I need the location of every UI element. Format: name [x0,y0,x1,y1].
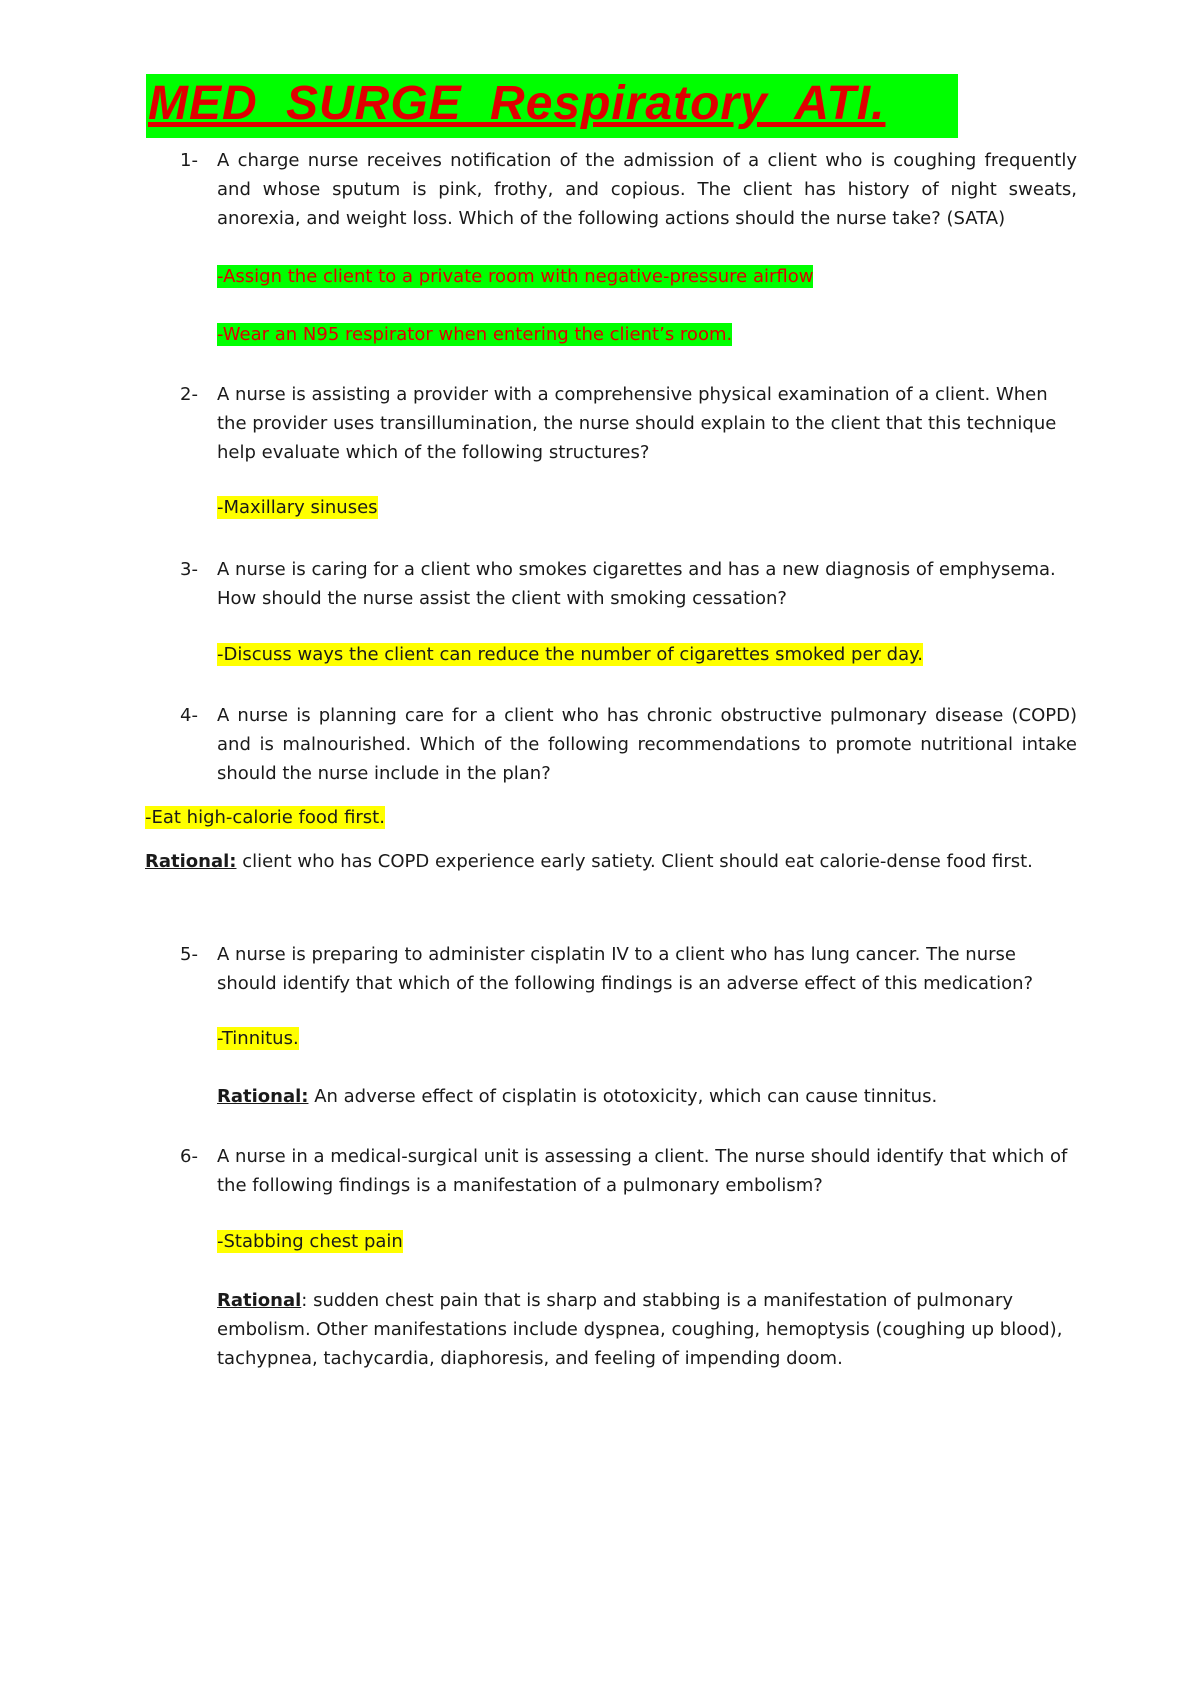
question-5-answer [217,1027,299,1051]
question-1-answer-2 [217,323,732,347]
question-6-number: 6- [180,1146,198,1167]
question-1-text: A charge nurse receives notification of the admission of a client who is coughing frequently and whose sputum is pink, frothy, and copious. The client has history of night sweats, anorexia, and weight loss. Which of the following actions should the nurse take? (SATA) [217,150,1077,229]
question-3-answer [217,643,923,667]
rational-text: : sudden chest pain that is sharp and stabbing is a manifestation of pulmonary embolism. Other manifestations include dyspnea, coughing, hemoptysis (coughing up blood), tachypnea, tachycardia, diaphoresis, and feeling of impending doom. [217,1290,1063,1369]
answer-text: -Maxillary sinuses [217,497,378,518]
question-4-rational [145,847,1045,876]
question-3-text: A nurse is caring for a client who smokes cigarettes and has a new diagnosis of emphysema. How should the nurse assist the client with smoking cessation? [217,559,1056,609]
question-2-answer [217,496,378,520]
question-5-number: 5- [180,944,198,965]
answer-text: -Wear an N95 respirator when entering the client’s room. [217,324,733,345]
answer-text: -Discuss ways the client can reduce the number of cigarettes smoked per day. [217,644,923,665]
rational-label: Rational: [217,1086,309,1107]
question-4-answer [145,806,385,830]
answer-text: -Stabbing chest pain [217,1231,403,1252]
question-4-text: A nurse is planning care for a client who has chronic obstructive pulmonary disease (COPD) and is malnourished. Which of the following recommendations to promote nutritional intake should the nurse include in the plan? [217,705,1077,784]
answer-text: -Assign the client to a private room with negative-pressure airflow [217,266,814,287]
question-5-text: A nurse is preparing to administer cisplatin IV to a client who has lung cancer. The nurse should identify that which of the following findings is an adverse effect of this medication? [217,944,1034,994]
answer-text: -Eat high-calorie food first. [145,807,385,828]
question-5-rational [217,1082,1077,1111]
question-6-answer [217,1230,403,1254]
rational-text: An adverse effect of cisplatin is ototoxicity, which can cause tinnitus. [308,1086,938,1107]
question-4-number: 4- [180,705,198,726]
rational-label: Rational [217,1290,302,1311]
question-6-rational [217,1286,1077,1373]
answer-text: -Tinnitus. [217,1028,299,1049]
question-2-text: A nurse is assisting a provider with a comprehensive physical examination of a client. When the provider uses transillumination, the nurse should explain to the client that this technique help evaluate which of the following structures? [217,384,1057,463]
question-3-number: 3- [180,559,198,580]
document-title: MED SURGE Respiratory ATI. [148,77,886,130]
question-6-text: A nurse in a medical-surgical unit is assessing a client. The nurse should identify that which of the following findings is a manifestation of a pulmonary embolism? [217,1146,1068,1196]
rational-label: Rational: [145,851,237,872]
question-1-answer-1 [217,265,813,289]
rational-text: client who has COPD experience early satiety. Client should eat calorie-dense food first. [236,851,1033,872]
question-1-number: 1- [180,150,198,171]
question-2-number: 2- [180,384,198,405]
